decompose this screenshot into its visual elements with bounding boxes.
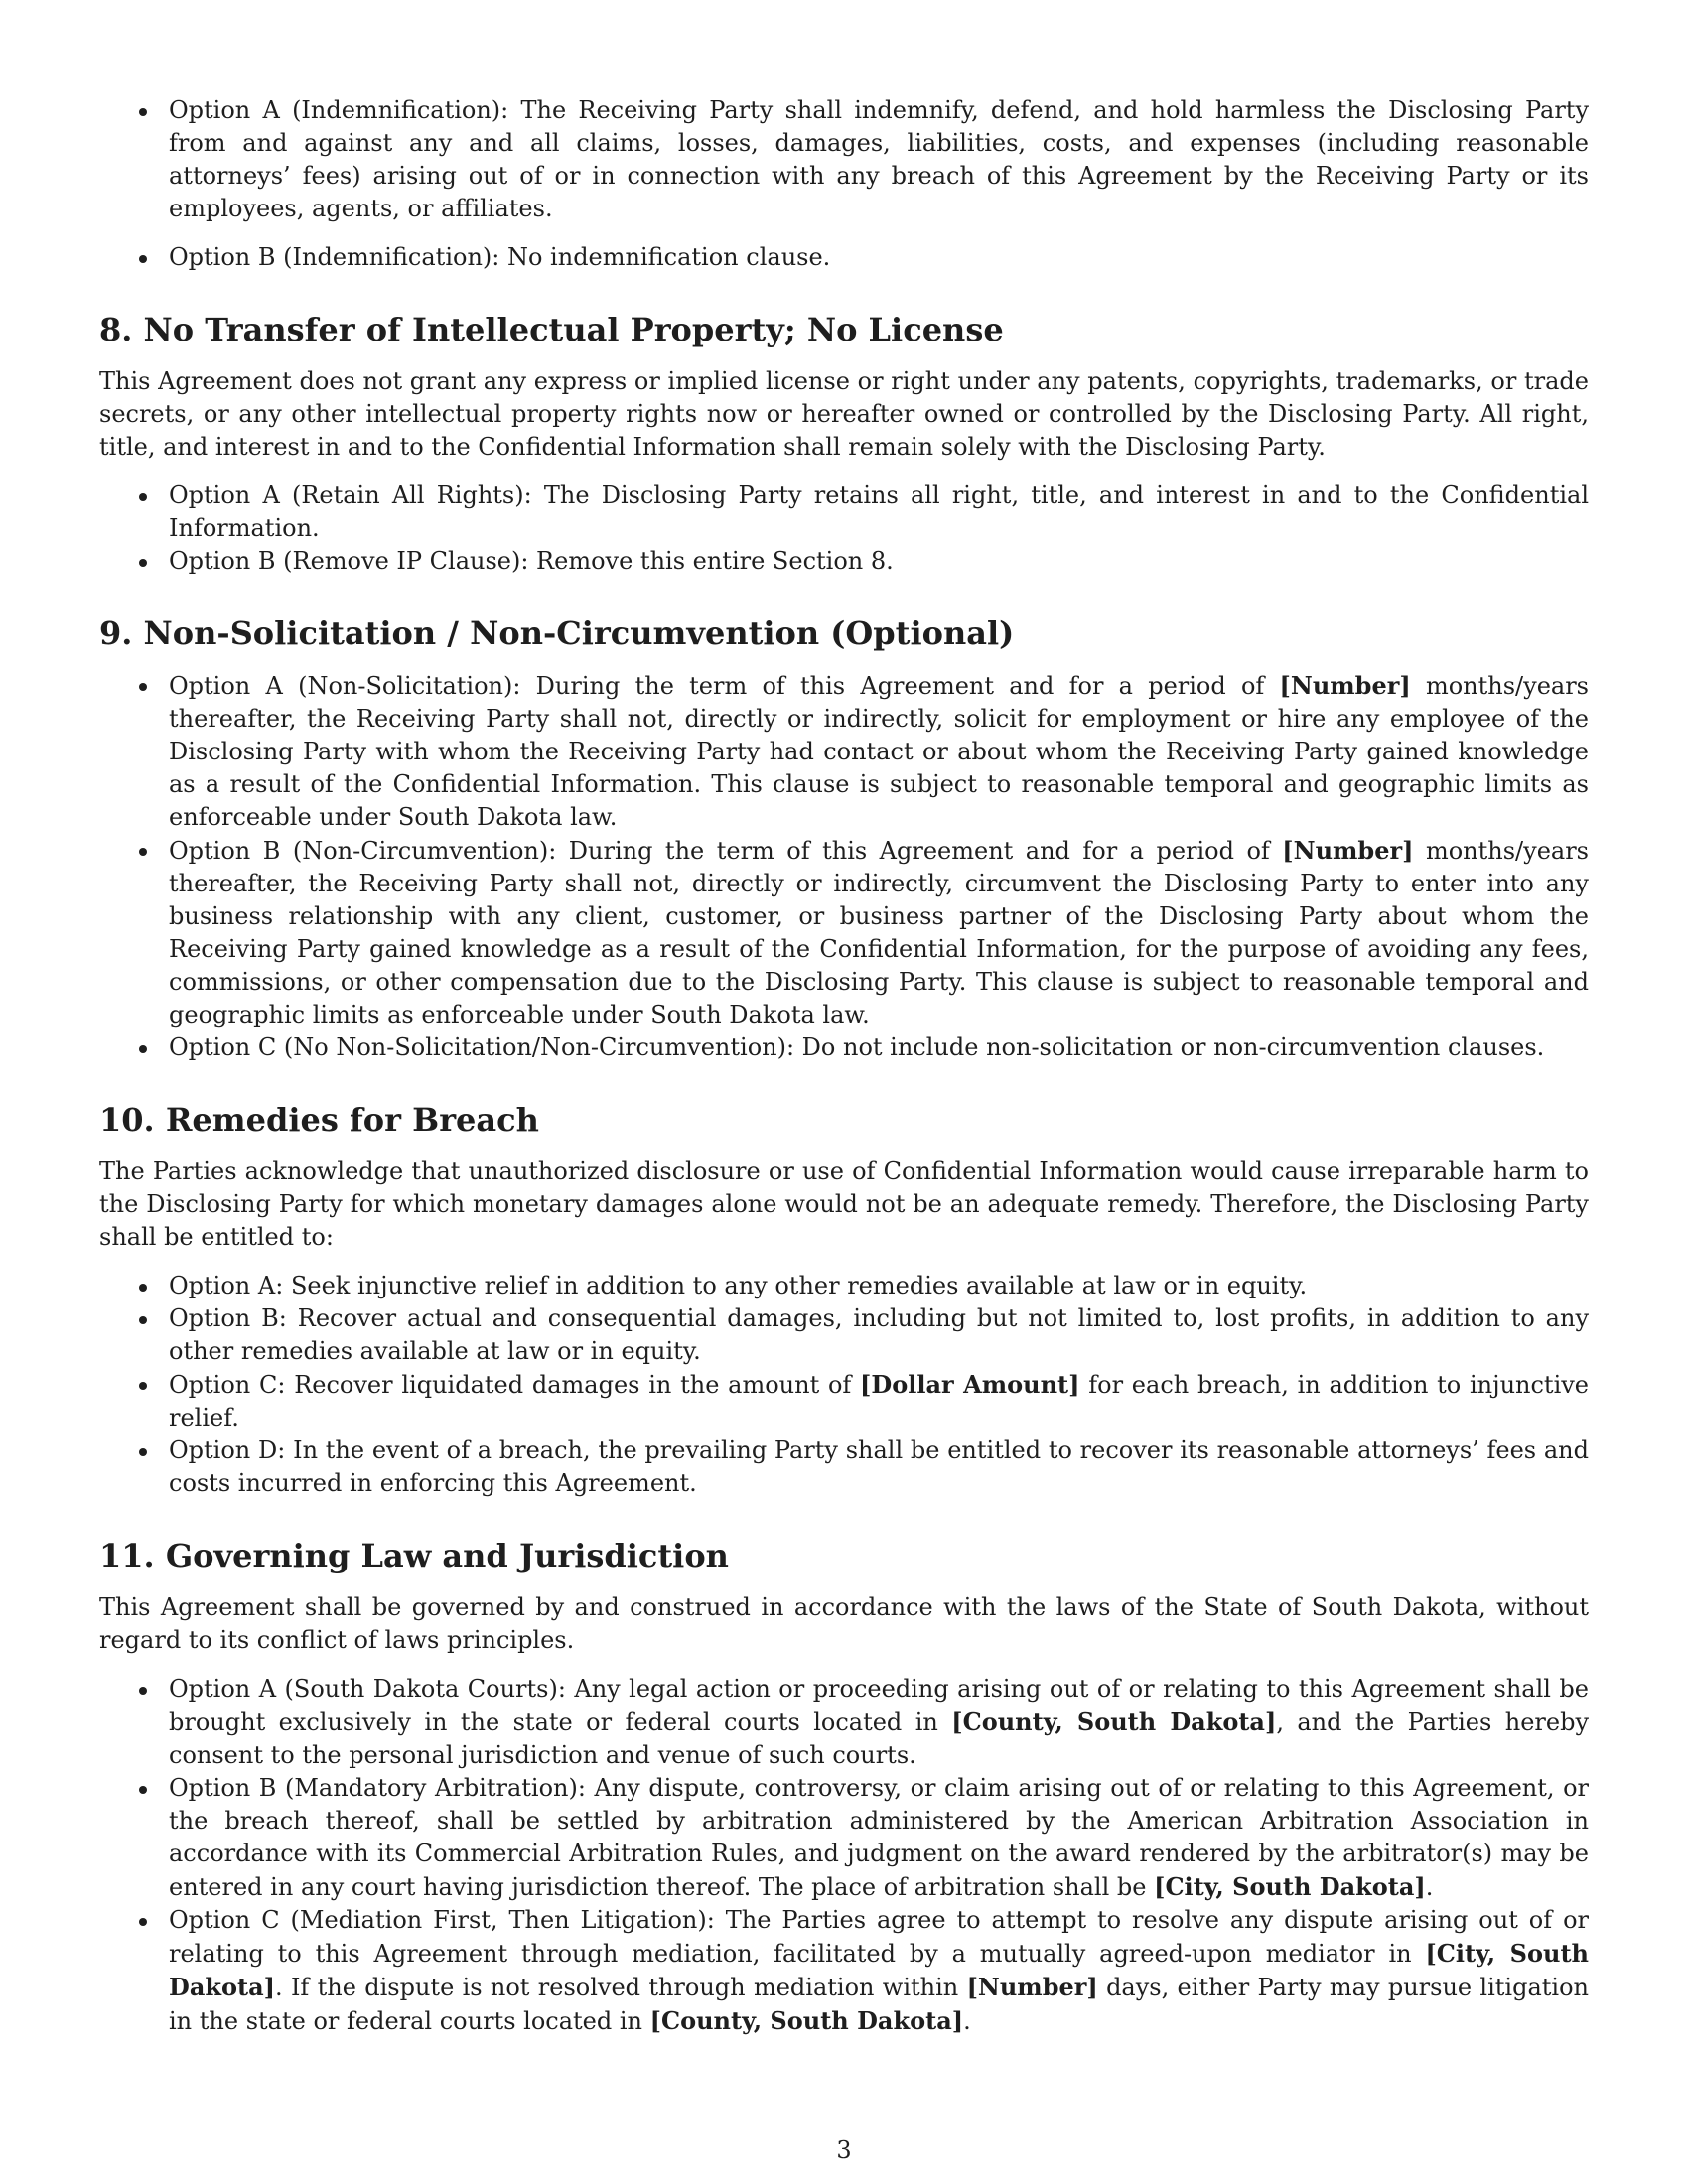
list-item xyxy=(169,669,1589,834)
placeholder-city: [City, South Dakota] xyxy=(169,1939,1589,2001)
list-item xyxy=(169,1302,1589,1368)
section-10-option-c-text: Option C: Recover liquidated damages in the amount of xyxy=(169,1371,861,1399)
section-10-options xyxy=(99,1270,1589,1500)
indemnification-option-a: Option A (Indemnification): The Receiving Party shall indemnify, defend, and hold harmless the Disclosing Party from and against any and all claims, losses, damages, liabilities, costs, and expenses (including reasonable attorneys’ fees) arising out of or in connection with any breach of this Agreement by the Receiving Party or its employees, agents, or affiliates. xyxy=(169,96,1589,222)
placeholder-county: [County, South Dakota] xyxy=(951,1707,1277,1736)
section-11-option-a-text-cont: , and the Parties hereby consent to the personal jurisdiction and venue of such courts. xyxy=(169,1708,1590,1769)
section-10-heading: 10. Remedies for Breach xyxy=(99,1101,539,1139)
placeholder-number: [Number] xyxy=(966,1973,1098,2001)
list-item xyxy=(169,545,1589,578)
section-9-options xyxy=(99,669,1589,1064)
section-11-option-c-text-2: . If the dispute is not resolved through mediation within xyxy=(275,1974,967,2001)
list-item xyxy=(169,1772,1589,1904)
section-11-intro: This Agreement shall be governed by and construed in accordance with the laws of the State of South Dakota, without regard to its conflict of laws principles. xyxy=(99,1593,1589,1654)
section-11-option-c-text-end: . xyxy=(963,2007,971,2035)
section-9-option-a-text-cont: months/years thereafter, the Receiving Party shall not, directly or indirectly, solicit for employment or hire any employee of the Disclosing Party with whom the Receiving Party had contact or about whom the Receiving Party gained knowledge as a result of the Confidential Information. This clause is subject to reasonable temporal and geographic limits as enforceable under South Dakota law. xyxy=(169,672,1590,831)
section-11-option-b-text: Option B (Mandatory Arbitration): Any dispute, controversy, or claim arising out of or relating to this Agreement, or the breach thereof, shall be settled by arbitration administered by the American Arbitration Association in accordance with its Commercial Arbitration Rules, and judgment on the award rendered by the arbitrator(s) may be entered in any court having jurisdiction thereof. The place of arbitration shall be xyxy=(169,1774,1589,1901)
indemnification-option-b: Option B (Indemnification): No indemnification clause. xyxy=(169,243,831,271)
list-item xyxy=(169,241,1589,274)
list-item xyxy=(169,834,1589,1031)
section-11-option-c-text-3: days, either Party may pursue litigation in the state or federal courts located in xyxy=(169,1974,1589,2035)
section-9-option-b-text: Option B (Non-Circumvention): During the term of this Agreement and for a period of xyxy=(169,837,1283,865)
section-9-option-c: Option C (No Non-Solicitation/Non-Circumvention): Do not include non-solicitation or non-circumvention clauses. xyxy=(169,1033,1545,1061)
document-page xyxy=(99,94,1589,2038)
list-item xyxy=(169,1270,1589,1302)
section-11-options xyxy=(99,1673,1589,2038)
section-8-option-b: Option B (Remove IP Clause): Remove this entire Section 8. xyxy=(169,547,894,575)
list-item xyxy=(169,1368,1589,1434)
placeholder-dollar-amount: [Dollar Amount] xyxy=(860,1370,1080,1399)
section-8-intro: This Agreement does not grant any express or implied license or right under any patents, copyrights, trademarks, or trade secrets, or any other intellectual property rights now or hereafter owned or controlled by the Disclosing Party. All right, title, and interest in and to the Confidential Information shall remain solely with the Disclosing Party. xyxy=(99,367,1589,461)
section-10-option-c-text-cont: for each breach, in addition to injunctive relief. xyxy=(169,1371,1590,1432)
section-11-option-a-text: Option A (South Dakota Courts): Any legal action or proceeding arising out of or relating to this Agreement shall be brought exclusively in the state or federal courts located in xyxy=(169,1675,1589,1736)
page-number: 3 xyxy=(836,2136,852,2164)
section-8-options xyxy=(99,479,1589,578)
section-10-intro: The Parties acknowledge that unauthorized disclosure or use of Confidential Information would cause irreparable harm to the Disclosing Party for which monetary damages alone would not be an adequate remedy. Therefore, the Disclosing Party shall be entitled to: xyxy=(99,1158,1589,1251)
section-9-option-a-text: Option A (Non-Solicitation): During the term of this Agreement and for a period of xyxy=(169,672,1280,700)
section-10-option-b: Option B: Recover actual and consequential damages, including but not limited to, lost profits, in addition to any other remedies available at law or in equity. xyxy=(169,1304,1589,1365)
list-item xyxy=(169,479,1589,545)
placeholder-city: [City, South Dakota] xyxy=(1154,1872,1426,1901)
section-11-option-c-text: Option C (Mediation First, Then Litigation): The Parties agree to attempt to resolve any dispute arising out of or relating to this Agreement through mediation, facilitated by a mutually agreed-upon mediator in xyxy=(169,1906,1589,1968)
indemnification-options xyxy=(99,94,1589,274)
section-11-heading: 11. Governing Law and Jurisdiction xyxy=(99,1537,729,1574)
list-item xyxy=(169,1673,1589,1772)
placeholder-county: [County, South Dakota] xyxy=(649,2006,964,2035)
list-item xyxy=(169,1031,1589,1064)
list-item xyxy=(169,1434,1589,1500)
placeholder-number: [Number] xyxy=(1282,836,1414,865)
section-9-heading: 9. Non-Solicitation / Non-Circumvention (Optional) xyxy=(99,614,1015,652)
list-item xyxy=(169,94,1589,225)
placeholder-number: [Number] xyxy=(1279,671,1411,700)
section-10-option-a: Option A: Seek injunctive relief in addition to any other remedies available at law or in equity. xyxy=(169,1272,1308,1299)
section-8-heading: 8. No Transfer of Intellectual Property; No License xyxy=(99,311,1004,348)
section-10-option-d: Option D: In the event of a breach, the prevailing Party shall be entitled to recover its reasonable attorneys’ fees and costs incurred in enforcing this Agreement. xyxy=(169,1436,1589,1497)
section-9-option-b-text-cont: months/years thereafter, the Receiving Party shall not, directly or indirectly, circumvent the Disclosing Party to enter into any business relationship with any client, customer, or business partner of the Disclosing Party about whom the Receiving Party gained knowledge as a result of the Confidential Information, for the purpose of avoiding any fees, commissions, or other compensation due to the Disclosing Party. This clause is subject to reasonable temporal and geographic limits as enforceable under South Dakota law. xyxy=(169,837,1589,1028)
section-8-option-a: Option A (Retain All Rights): The Disclosing Party retains all right, title, and interest in and to the Confidential Information. xyxy=(169,481,1589,542)
list-item xyxy=(169,1904,1589,2038)
section-11-option-b-text-end: . xyxy=(1425,1873,1434,1901)
